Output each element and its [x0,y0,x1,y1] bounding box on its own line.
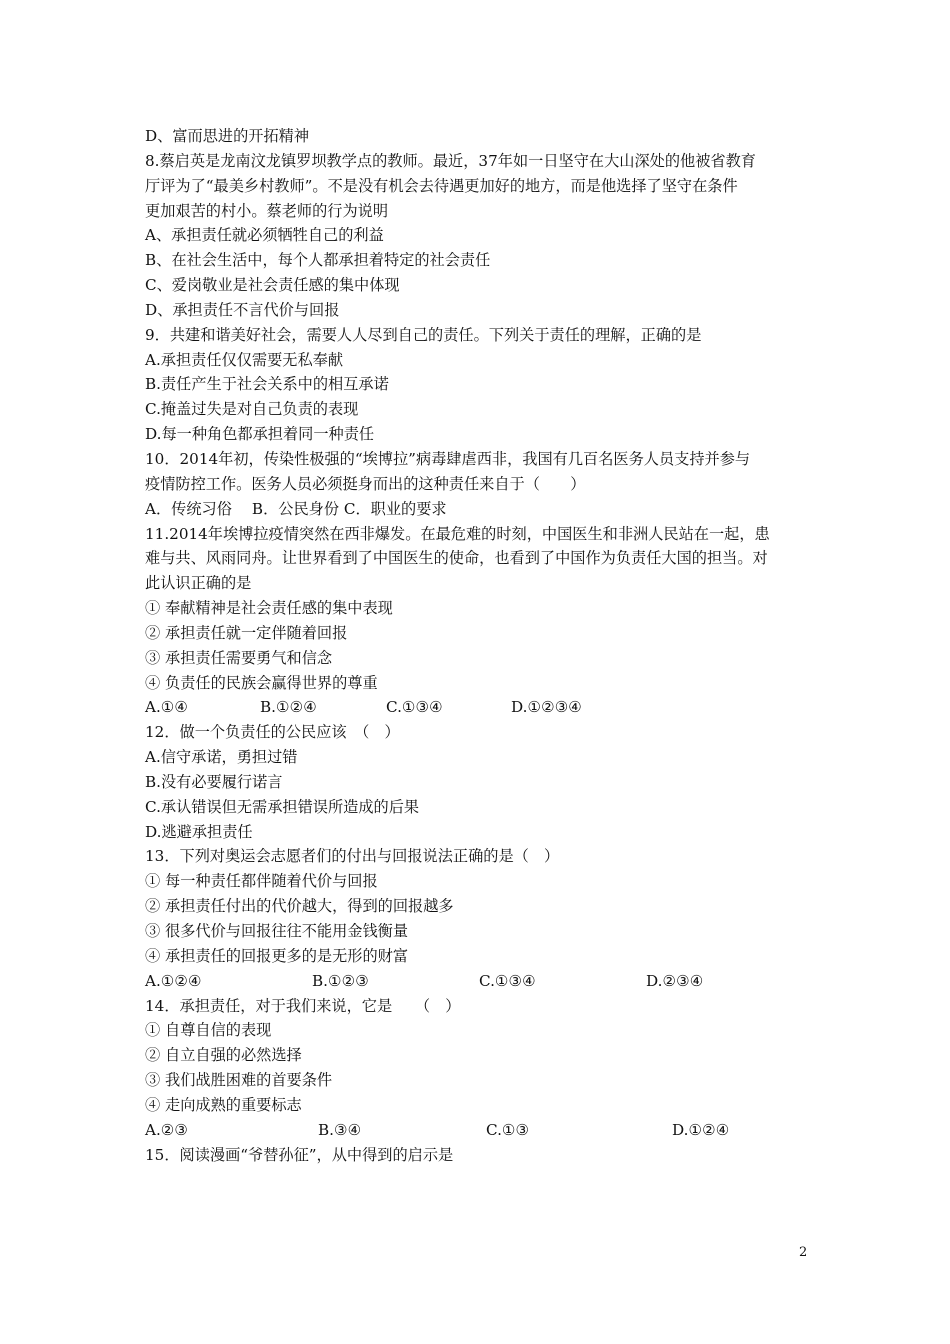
statement-line: ① 自尊自信的表现 [145,1021,272,1040]
option-a: A.①④ [145,698,189,717]
option-d: D.②③④ [646,971,704,990]
statement-line: ① 每一种责任都伴随着代价与回报 [145,872,378,891]
text-line: 厅评为了“最美乡村教师”。不是没有机会去待遇更加好的地方，而是他选择了坚守在条件 [145,176,738,195]
question-11-stem: 11.2014年埃博拉疫情突然在西非爆发。在最危难的时刻，中国医生和非洲人民站在一起，患 [145,524,770,543]
option-line: C.承认错误但无需承担错误所造成的后果 [145,797,420,816]
statement-line: ③ 很多代价与回报往往不能用金钱衡量 [145,922,409,940]
option-line: B、在社会生活中，每个人都承担着特定的社会责任 [145,251,491,270]
option-c: C.①③ [486,1120,530,1139]
statement-line: ④ 承担责任的回报更多的是无形的财富 [145,946,409,965]
question-8-stem: 8.蔡启英是龙南汶龙镇罗坝教学点的教师。最近，37年如一日坚守在大山深处的他被省教育 [145,151,756,170]
option-line: A、承担责任就必须牺牲自己的利益 [145,226,384,245]
statement-line: ③ 我们战胜困难的首要条件 [145,1071,333,1090]
statement-line: ④ 负责任的民族会赢得世界的尊重 [145,673,378,692]
question-10-stem: 10．2014年初，传染性极强的“埃博拉”病毒肆虐西非，我国有几百名医务人员支持并参与 [145,449,751,468]
text-line: D、富而思进的开拓精神 [145,127,310,145]
option-a: A.①②④ [145,971,202,990]
question-text-body [145,124,813,1167]
option-line: D.逃避承担责任 [145,822,253,841]
option-line: A.承担责任仅仅需要无私奉献 [145,350,344,369]
page-number: 2 [799,1245,808,1260]
options-row-q13 [145,969,813,994]
option-line: C、爱岗敬业是社会责任感的集中体现 [145,276,400,295]
option-line: D.每一种角色都承担着同一种责任 [145,425,375,444]
question-15-stem: 15．阅读漫画“爷替孙征”，从中得到的启示是 [145,1145,454,1164]
question-12-stem: 12．做一个负责任的公民应该 （ ） [145,723,400,742]
option-line: A．传统习俗 B．公民身份 C．职业的要求 [145,499,447,518]
option-d: D.①②④ [672,1120,730,1139]
option-line: B.没有必要履行诺言 [145,772,283,791]
option-c: C.①③④ [386,698,443,717]
text-line: 难与共、风雨同舟。让世界看到了中国医生的使命，也看到了中国作为负责任大国的担当。对 [145,549,768,568]
statement-line: ④ 走向成熟的重要标志 [145,1095,302,1114]
option-line: C.掩盖过失是对自己负责的表现 [145,400,359,419]
option-line: A.信守承诺，勇担过错 [145,748,298,767]
question-9-stem: 9．共建和谐美好社会，需要人人尽到自己的责任。下列关于责任的理解，正确的是 [145,325,702,344]
option-c: C.①③④ [479,971,536,990]
statement-line: ② 自立自强的必然选择 [145,1046,302,1065]
option-a: A.②③ [145,1120,189,1139]
question-14-stem: 14．承担责任，对于我们来说，它是 （ ） [145,996,461,1015]
option-b: B.③④ [318,1120,362,1139]
text-line: 更加艰苦的村小。蔡老师的行为说明 [145,201,388,220]
statement-line: ③ 承担责任需要勇气和信念 [145,648,333,667]
text-line: 疫情防控工作。医务人员必须挺身而出的这种责任来自于（ ） [145,474,586,493]
statement-line: ② 承担责任就一定伴随着回报 [145,623,348,642]
question-13-stem: 13．下列对奥运会志愿者们的付出与回报说法正确的是（ ） [145,847,560,866]
option-line: B.责任产生于社会关系中的相互承诺 [145,375,389,394]
option-b: B.①②③ [312,971,369,990]
option-d: D.①②③④ [511,698,582,717]
option-line: D、承担责任不言代价与回报 [145,300,340,319]
statement-line: ② 承担责任付出的代价越大，得到的回报越多 [145,897,454,916]
text-line: 此认识正确的是 [145,574,252,593]
options-row-q14 [145,1118,813,1143]
option-b: B.①②④ [260,698,317,717]
statement-line: ① 奉献精神是社会责任感的集中表现 [145,599,393,618]
options-row-q11 [145,695,813,720]
